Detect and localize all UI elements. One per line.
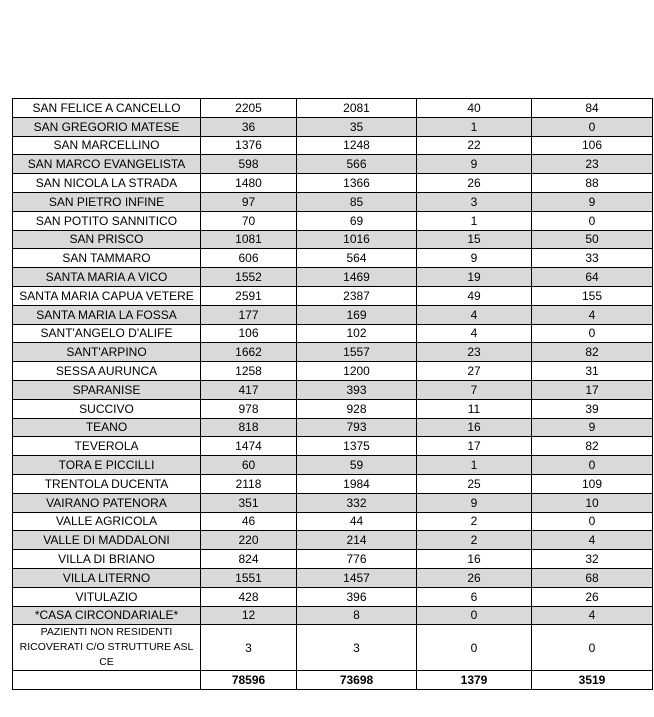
municipality-cell: SAN GREGORIO MATESE: [13, 117, 201, 136]
value-cell: 102: [297, 324, 417, 343]
municipality-cell: SAN TAMMARO: [13, 249, 201, 268]
value-cell: 44: [297, 512, 417, 531]
table-row: [13, 268, 653, 287]
value-cell: 177: [201, 305, 297, 324]
table-row: [13, 155, 653, 174]
value-cell: 64: [532, 268, 653, 287]
value-cell: 15: [417, 230, 532, 249]
value-cell: 3: [417, 192, 532, 211]
table-row: [13, 418, 653, 437]
value-cell: 1200: [297, 362, 417, 381]
value-cell: 1016: [297, 230, 417, 249]
table-row: [13, 362, 653, 381]
table-row: [13, 380, 653, 399]
municipality-cell: SANTA MARIA CAPUA VETERE: [13, 286, 201, 305]
value-cell: 19: [417, 268, 532, 287]
value-cell: 1366: [297, 174, 417, 193]
total-value-cell: 73698: [297, 671, 417, 690]
value-cell: 1: [417, 117, 532, 136]
value-cell: 26: [417, 174, 532, 193]
municipality-cell: VAIRANO PATENORA: [13, 493, 201, 512]
value-cell: 33: [532, 249, 653, 268]
value-cell: 1: [417, 456, 532, 475]
table-row: [13, 249, 653, 268]
municipality-cell: SANT'ANGELO D'ALIFE: [13, 324, 201, 343]
value-cell: 978: [201, 399, 297, 418]
table-row: [13, 568, 653, 587]
value-cell: 606: [201, 249, 297, 268]
table-row: [13, 606, 653, 625]
value-cell: 3: [297, 625, 417, 671]
value-cell: 88: [532, 174, 653, 193]
table-row: [13, 136, 653, 155]
table-body: [13, 99, 653, 690]
municipality-cell: SAN MARCO EVANGELISTA: [13, 155, 201, 174]
table-row: [13, 99, 653, 118]
municipality-cell: TRENTOLA DUCENTA: [13, 474, 201, 493]
municipality-cell: SPARANISE: [13, 380, 201, 399]
value-cell: 12: [201, 606, 297, 625]
municipality-cell: TEVEROLA: [13, 437, 201, 456]
value-cell: 351: [201, 493, 297, 512]
value-cell: 85: [297, 192, 417, 211]
value-cell: 2081: [297, 99, 417, 118]
value-cell: 35: [297, 117, 417, 136]
value-cell: 776: [297, 550, 417, 569]
table-row: [13, 437, 653, 456]
value-cell: 9: [417, 155, 532, 174]
value-cell: 824: [201, 550, 297, 569]
value-cell: 17: [417, 437, 532, 456]
value-cell: 0: [532, 211, 653, 230]
table-row: [13, 343, 653, 362]
value-cell: 40: [417, 99, 532, 118]
value-cell: 84: [532, 99, 653, 118]
value-cell: 68: [532, 568, 653, 587]
municipality-cell: SAN POTITO SANNITICO: [13, 211, 201, 230]
value-cell: 566: [297, 155, 417, 174]
value-cell: 23: [532, 155, 653, 174]
table-row: [13, 230, 653, 249]
totals-row: [13, 671, 653, 690]
value-cell: 26: [417, 568, 532, 587]
value-cell: 4: [532, 305, 653, 324]
value-cell: 1480: [201, 174, 297, 193]
municipality-cell: *CASA CIRCONDARIALE*: [13, 606, 201, 625]
value-cell: 97: [201, 192, 297, 211]
value-cell: 49: [417, 286, 532, 305]
value-cell: 109: [532, 474, 653, 493]
municipality-cell: VALLE DI MADDALONI: [13, 531, 201, 550]
value-cell: 332: [297, 493, 417, 512]
value-cell: 428: [201, 587, 297, 606]
value-cell: 22: [417, 136, 532, 155]
value-cell: 1474: [201, 437, 297, 456]
value-cell: 82: [532, 437, 653, 456]
value-cell: 39: [532, 399, 653, 418]
value-cell: 4: [532, 606, 653, 625]
value-cell: 155: [532, 286, 653, 305]
table-row: [13, 550, 653, 569]
value-cell: 1551: [201, 568, 297, 587]
value-cell: 1457: [297, 568, 417, 587]
value-cell: 0: [532, 456, 653, 475]
municipality-cell: SAN FELICE A CANCELLO: [13, 99, 201, 118]
value-cell: 70: [201, 211, 297, 230]
municipality-cell: SAN NICOLA LA STRADA: [13, 174, 201, 193]
value-cell: 417: [201, 380, 297, 399]
value-cell: 598: [201, 155, 297, 174]
value-cell: 0: [532, 324, 653, 343]
value-cell: 16: [417, 418, 532, 437]
municipality-cell: PAZIENTI NON RESIDENTI RICOVERATI C/O STRUTTURE ASL CE: [13, 625, 201, 671]
value-cell: 59: [297, 456, 417, 475]
value-cell: 2118: [201, 474, 297, 493]
value-cell: 3: [201, 625, 297, 671]
value-cell: 4: [532, 531, 653, 550]
value-cell: 4: [417, 324, 532, 343]
table-row: [13, 456, 653, 475]
value-cell: 818: [201, 418, 297, 437]
municipality-cell: VITULAZIO: [13, 587, 201, 606]
municipality-cell: TORA E PICCILLI: [13, 456, 201, 475]
value-cell: 106: [532, 136, 653, 155]
value-cell: 1248: [297, 136, 417, 155]
value-cell: 69: [297, 211, 417, 230]
table-row: [13, 286, 653, 305]
municipality-cell: VILLA LITERNO: [13, 568, 201, 587]
value-cell: 2387: [297, 286, 417, 305]
table-row: [13, 211, 653, 230]
municipality-cell: SAN PIETRO INFINE: [13, 192, 201, 211]
value-cell: 564: [297, 249, 417, 268]
table-row: [13, 192, 653, 211]
municipality-cell: SESSA AURUNCA: [13, 362, 201, 381]
value-cell: 27: [417, 362, 532, 381]
value-cell: 2: [417, 512, 532, 531]
value-cell: 1662: [201, 343, 297, 362]
value-cell: 9: [417, 493, 532, 512]
municipality-cell: SAN MARCELLINO: [13, 136, 201, 155]
table-row: [13, 512, 653, 531]
value-cell: 0: [417, 625, 532, 671]
municipality-cell: SUCCIVO: [13, 399, 201, 418]
value-cell: 1469: [297, 268, 417, 287]
value-cell: 1375: [297, 437, 417, 456]
value-cell: 7: [417, 380, 532, 399]
value-cell: 17: [532, 380, 653, 399]
value-cell: 32: [532, 550, 653, 569]
table-row: [13, 493, 653, 512]
value-cell: 9: [417, 249, 532, 268]
table-row: [13, 305, 653, 324]
table-row: [13, 587, 653, 606]
table-row: [13, 474, 653, 493]
municipality-cell: SANTA MARIA LA FOSSA: [13, 305, 201, 324]
table-row: [13, 399, 653, 418]
value-cell: 50: [532, 230, 653, 249]
value-cell: 9: [532, 418, 653, 437]
value-cell: 36: [201, 117, 297, 136]
value-cell: 25: [417, 474, 532, 493]
value-cell: 82: [532, 343, 653, 362]
value-cell: 6: [417, 587, 532, 606]
data-table: [12, 98, 653, 690]
value-cell: 11: [417, 399, 532, 418]
value-cell: 220: [201, 531, 297, 550]
value-cell: 1258: [201, 362, 297, 381]
table-row: [13, 174, 653, 193]
value-cell: 0: [417, 606, 532, 625]
value-cell: 8: [297, 606, 417, 625]
municipality-cell: VALLE AGRICOLA: [13, 512, 201, 531]
value-cell: 16: [417, 550, 532, 569]
value-cell: 214: [297, 531, 417, 550]
table-row: [13, 531, 653, 550]
total-value-cell: 1379: [417, 671, 532, 690]
value-cell: 1984: [297, 474, 417, 493]
value-cell: 23: [417, 343, 532, 362]
value-cell: 31: [532, 362, 653, 381]
value-cell: 2: [417, 531, 532, 550]
value-cell: 60: [201, 456, 297, 475]
municipality-cell: VILLA DI BRIANO: [13, 550, 201, 569]
value-cell: 928: [297, 399, 417, 418]
value-cell: 2591: [201, 286, 297, 305]
value-cell: 1081: [201, 230, 297, 249]
value-cell: 1557: [297, 343, 417, 362]
value-cell: 9: [532, 192, 653, 211]
value-cell: 4: [417, 305, 532, 324]
value-cell: 793: [297, 418, 417, 437]
table-row: [13, 324, 653, 343]
totals-label-cell: [13, 671, 201, 690]
value-cell: 396: [297, 587, 417, 606]
table-row: [13, 625, 653, 671]
total-value-cell: 78596: [201, 671, 297, 690]
value-cell: 0: [532, 512, 653, 531]
municipality-cell: SANT'ARPINO: [13, 343, 201, 362]
value-cell: 0: [532, 625, 653, 671]
value-cell: 106: [201, 324, 297, 343]
municipality-cell: SANTA MARIA A VICO: [13, 268, 201, 287]
municipality-cell: SAN PRISCO: [13, 230, 201, 249]
value-cell: 2205: [201, 99, 297, 118]
value-cell: 1552: [201, 268, 297, 287]
municipality-cell: TEANO: [13, 418, 201, 437]
value-cell: 169: [297, 305, 417, 324]
table-row: [13, 117, 653, 136]
total-value-cell: 3519: [532, 671, 653, 690]
value-cell: 0: [532, 117, 653, 136]
value-cell: 1: [417, 211, 532, 230]
value-cell: 1376: [201, 136, 297, 155]
value-cell: 393: [297, 380, 417, 399]
value-cell: 26: [532, 587, 653, 606]
value-cell: 46: [201, 512, 297, 531]
value-cell: 10: [532, 493, 653, 512]
